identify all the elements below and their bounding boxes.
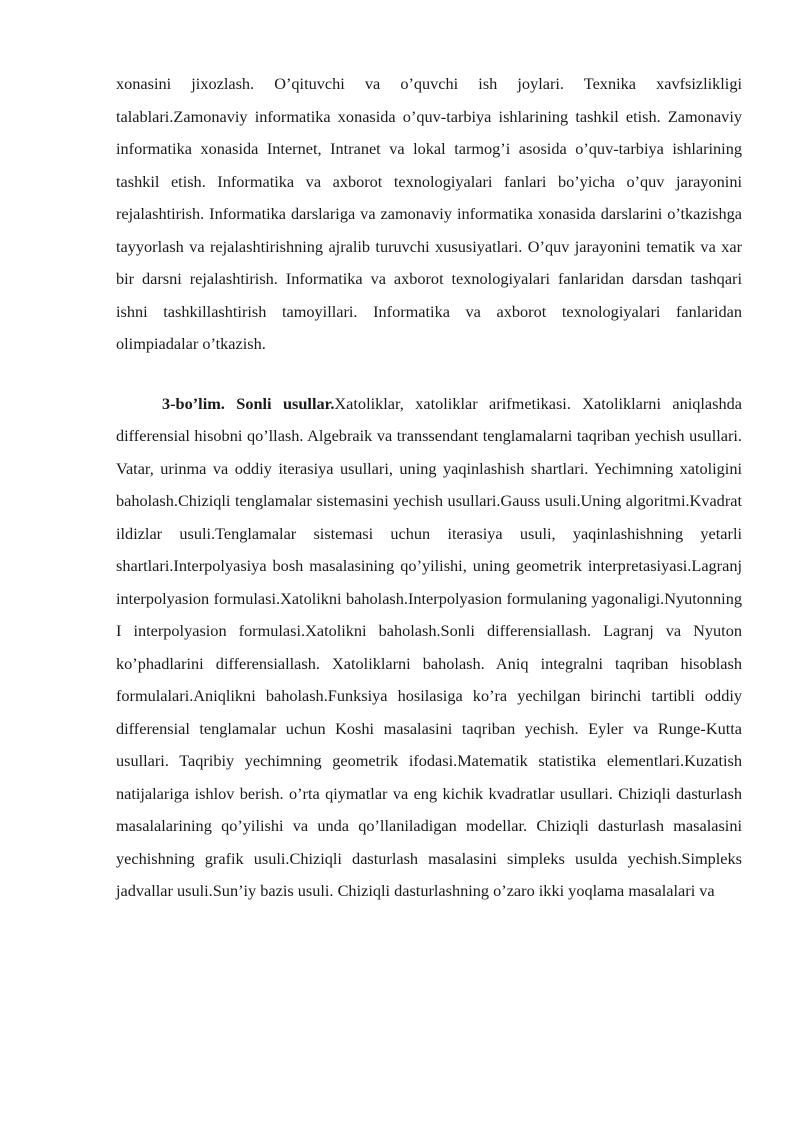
paragraph-numerical-methods bbox=[116, 388, 742, 908]
section-body-text: Xatoliklar, xatoliklar arifmetikasi. Xatoliklarni aniqlashda differensial hisobni qo’llash. Algebraik va transsendant tenglamalarni taqriban yechish usullari. Vatar, urinma va oddiy iterasiya usullari, uning yaqinlashish shartlari. Yechimning xatoligini baholash.Chiziqli tenglamalar sistemasini yechish usullari.Gauss usuli.Uning algoritmi.Kvadrat ildizlar usuli.Tenglamalar sistemasi uchun iterasiya usuli, yaqinlashishning yetarli shartlari.Interpolyasiya bosh masalasining qo’yilishi, uning geometrik interpretasiyasi.Lagranj interpolyasion formulasi.Xatolikni baholash.Interpolyasion formulaning yagonaligi.Nyutonning I interpolyasion formulasi.Xatolikni baholash.Sonli differensiallash. Lagranj va Nyuton ko’phadlarini differensiallash. Xatoliklarni baholash. Aniq integralni taqriban hisoblash formulalari.Aniqlikni baholash.Funksiya hosilasiga ko’ra yechilgan birinchi tartibli oddiy differensial tenglamalar uchun Koshi masalasini taqriban yechish. Eyler va Runge-Kutta usullari. Taqribiy yechimning geometrik ifodasi.Matematik statistika elementlari.Kuzatish natijalariga ishlov berish. o’rta qiymatlar va eng kichik kvadratlar usullari. Chiziqli dasturlash masalalarining qo’yilishi va unda qo’llaniladigan modellar. Chiziqli dasturlash masalasini yechishning grafik usuli.Chiziqli dasturlash masalasini simpleks usulda yechish.Simpleks jadvallar usuli.Sun’iy bazis usuli. Chiziqli dasturlashning o’zaro ikki yoqlama masalalari va bbox=[116, 393, 742, 900]
paragraph-classroom-organization: xonasini jixozlash. O’qituvchi va o’quvchi ish joylari. Texnika xavfsizlikligi talablari.Zamonaviy informatika xonasida o’quv-tarbiya ishlarining tashkil etish. Zamonaviy informatika xonasida Internet, Intranet va lokal tarmog’i asosida o’quv-tarbiya ishlarining tashkil etish. Informatika va axborot texnologiyalari fanlari bo’yicha o’quv jarayonini rejalashtirish. Informatika darslariga va zamonaviy informatika xonasida darslarini o’tkazishga tayyorlash va rejalashtirishning ajralib turuvchi xususiyatlari. O’quv jarayonini tematik va xar bir darsni rejalashtirish. Informatika va axborot texnologiyalari fanlaridan darsdan tashqari ishni tashkillashtirish tamoyillari. Informatika va axborot texnologiyalari fanlaridan olimpiadalar o’tkazish. bbox=[116, 74, 742, 353]
document-page bbox=[116, 68, 742, 908]
section-heading: 3-bo’lim. Sonli usullar. bbox=[162, 393, 335, 413]
